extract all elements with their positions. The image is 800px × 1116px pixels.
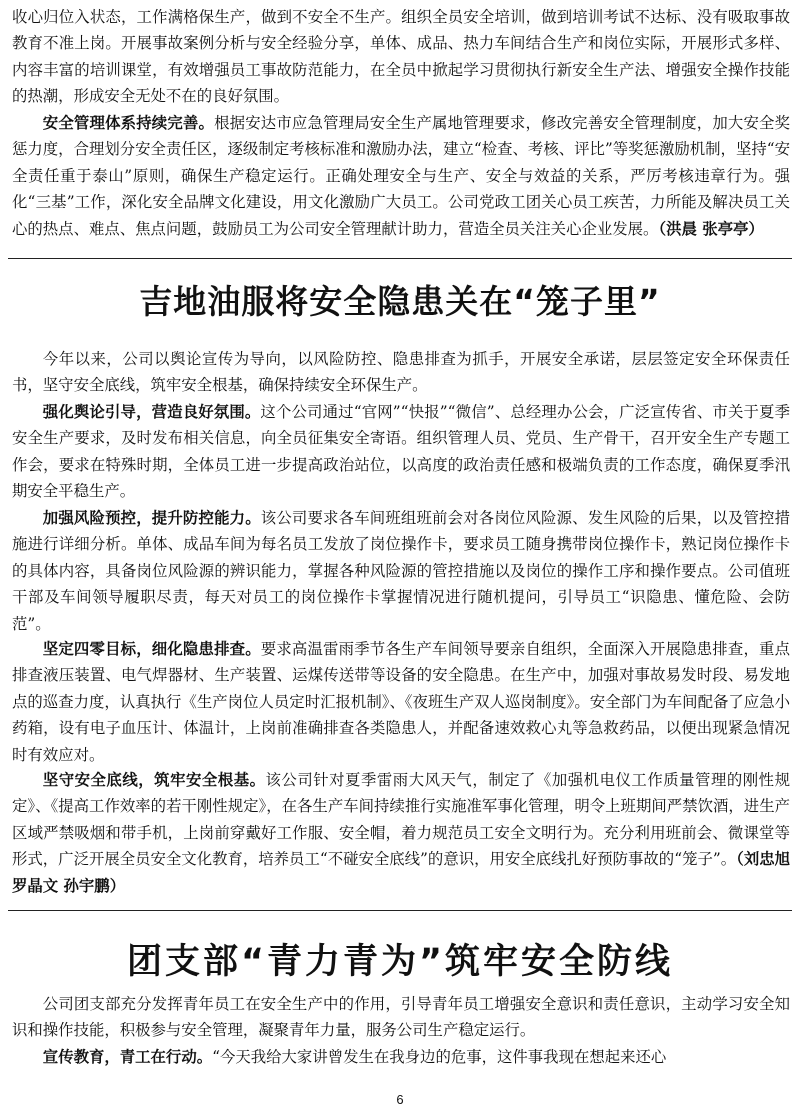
article1-section-1-lead: 强化舆论引导，营造良好氛围。 (42, 403, 261, 421)
article1-section-4-text: 该公司针对夏季雷雨大风天气，制定了《加强机电仪工作质量管理的刚性规定》、《提高工作效率的若干刚性规定》，在各生产车间持续推行实施准军事化管理，明令上班期间严禁饮酒，进生产区域严禁吸烟和带手机，上岗前穿戴好工作服、安全帽，着力规范员工安全文明行为。充分利用班前会、微课堂等形式，广泛开展全员安全文化教育，培养员工“不碰安全底线”的意识，用安全底线扎好预防事故的“笼子”。 (12, 771, 790, 869)
article1-section-3 (12, 636, 790, 768)
article1-author: （刘忠旭 罗晶文 孙宇鹏） (12, 850, 790, 895)
top-paragraph-1: 收心归位入状态，工作满格保生产，做到不安全不生产。组织全员安全培训，做到培训考试不达标、没有吸取事故教育不准上岗。开展事故案例分析与安全经验分享，单体、成品、热力车间结合生产和岗位实际，开展形式多样、内容丰富的培训课堂，有效增强员工事故防范能力，在全员中掀起学习贯彻执行新安全生产法、增强安全操作技能的热潮，形成安全无处不在的良好氛围。 (12, 8, 790, 106)
section-divider-1 (8, 258, 792, 259)
article1-section-3-text: 要求高温雷雨季节各生产车间领导要亲自组织，全面深入开展隐患排查，重点排查液压装置、电气焊器材、生产装置、运煤传送带等设备的安全隐患。在生产中，加强对事故易发时段、易发地点的巡查力度，认真执行《生产岗位人员定时汇报机制》、《夜班生产双人巡岗制度》。安全部门为车间配备了应急小药箱，设有电子血压计、体温计，上岗前准确排查各类隐患人，并配备速效救心丸等急救药品，以便出现紧急情况时有效应对。 (12, 640, 790, 764)
article1-section-1-text: 这个公司通过“官网”“快报”“微信”、总经理办公会，广泛宣传省、市关于夏季安全生产要求，及时发布相关信息，向全员征集安全寄语。组织管理人员、党员、生产骨干，召开安全生产专题工作会，要求在特殊时期，全体员工进一步提高政治站位，以高度的政治责任感和极端负责的工作态度，确保夏季汛期安全平稳生产。 (12, 403, 790, 501)
top-paragraph-2-text: 根据安达市应急管理局安全生产属地管理要求，修改完善安全管理制度，加大安全奖惩力度，合理划分安全责任区，逐级制定考核标准和激励办法，建立“检查、考核、评比”等奖惩激励机制，坚持“安全责任重于泰山”原则，确保生产稳定运行。正确处理安全与生产、安全与效益的关系，严厉考核违章行为。强化“三基”工作，深化安全品牌文化建设，用文化激励广大员工。公司党政工团关心员工疾苦，力所能及解决员工关心的热点、难点、焦点问题，鼓励员工为公司安全管理献计助力，营造全员关注关心企业发展。 (12, 114, 790, 238)
article1-section-1 (12, 399, 790, 505)
top-paragraph-2 (12, 110, 790, 242)
section-divider-2 (8, 910, 792, 911)
article1-section-4 (12, 767, 790, 899)
article1-intro: 今年以来，公司以舆论宣传为导向，以风险防控、隐患排查为抓手，开展安全承诺，层层签定安全环保责任书，坚守安全底线，筑牢安全根基，确保持续安全环保生产。 (12, 350, 790, 395)
article2-section-1-text: “今天我给大家讲曾发生在我身边的危事，这件事我现在想起来还心 (212, 1048, 667, 1066)
article2-title: 团支部“青力青为”筑牢安全防线 (126, 942, 673, 982)
article1-title: 吉地油服将安全隐患关在“笼子里” (139, 282, 661, 321)
article1-section-3-lead: 坚定四零目标，细化隐患排查。 (42, 640, 261, 658)
article1-section-4-lead: 坚守安全底线，筑牢安全根基。 (42, 771, 266, 789)
article1-section-2 (12, 505, 790, 637)
article2-section-1 (12, 1044, 790, 1070)
article1-section-2-lead: 加强风险预控，提升防控能力。 (42, 509, 261, 527)
article2-intro: 公司团支部充分发挥青年员工在安全生产中的作用，引导青年员工增强安全意识和责任意识，主动学习安全知识和操作技能，积极参与安全管理，凝聚青年力量，服务公司生产稳定运行。 (12, 995, 790, 1040)
page-number: 6 (396, 1092, 404, 1107)
top-paragraph-2-lead: 安全管理体系持续完善。 (42, 114, 215, 132)
top-section-author: （洪晨 张亭亭） (658, 219, 764, 238)
article1-section-2-text: 该公司要求各车间班组班前会对各岗位风险源、发生风险的后果，以及管控措施进行详细分析。单体、成品车间为每名员工发放了岗位操作卡，要求员工随身携带岗位操作卡，熟记岗位操作卡的具体内容，具备岗位风险源的辨识能力，掌握各种风险源的管控措施以及岗位的操作工序和操作要点。公司值班干部及车间领导履职尽责，每天对员工的岗位操作卡掌握情况进行随机提问，引导员工“识隐患、懂危险、会防范”。 (12, 509, 790, 633)
article2-section-1-lead: 宣传教育，青工在行动。 (42, 1048, 213, 1066)
